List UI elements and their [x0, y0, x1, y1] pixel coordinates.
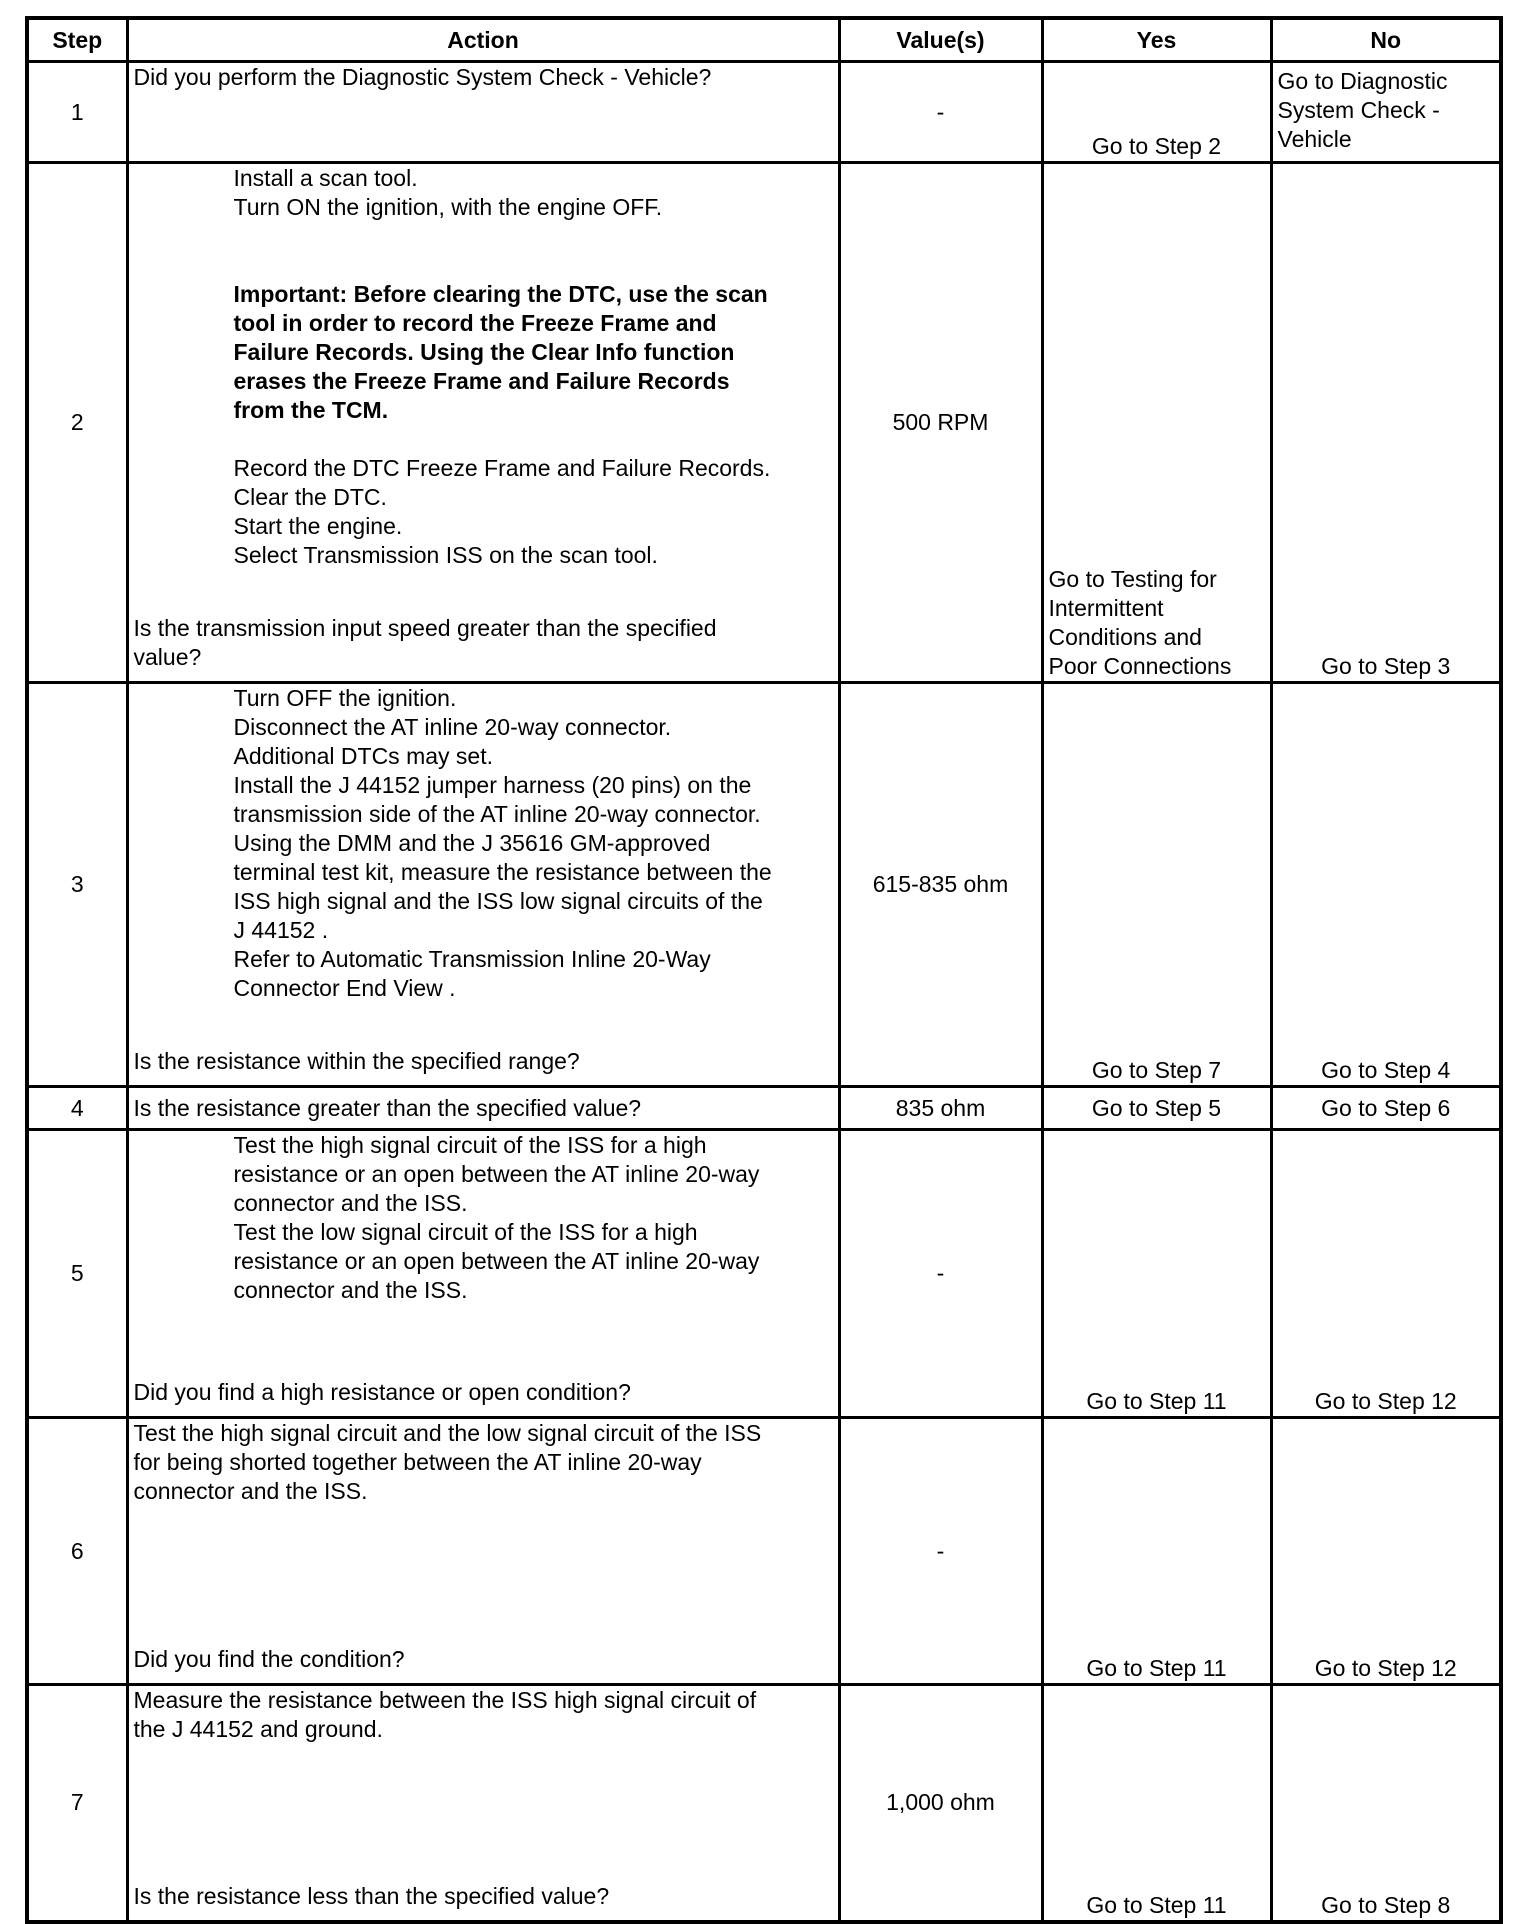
instruction-line: Install the J 44152 jumper harness (20 pins) on the	[233, 772, 752, 798]
step-number: 4	[27, 1087, 127, 1130]
instruction-line: connector and the ISS.	[233, 1277, 468, 1303]
diagnostic-table	[25, 16, 1503, 1924]
step-number: 3	[27, 683, 127, 1087]
no-line: System Check -	[1277, 97, 1440, 123]
yes-cell: Go to Step 11	[1042, 1130, 1271, 1418]
table-row	[27, 683, 1501, 1087]
question-text: Is the resistance greater than the specified value?	[133, 1094, 642, 1121]
no-cell	[1271, 62, 1501, 163]
no-cell: Go to Step 6	[1271, 1087, 1501, 1130]
action-cell	[127, 1087, 839, 1130]
table-row	[27, 1130, 1501, 1418]
instruction-line: Disconnect the AT inline 20-way connector.	[233, 714, 672, 740]
instruction-line: Turn OFF the ignition.	[233, 685, 457, 711]
value-cell: 1,000 ohm	[839, 1685, 1042, 1922]
yes-cell: Go to Step 2	[1042, 62, 1271, 163]
instruction-line: Turn ON the ignition, with the engine OFF.	[233, 194, 663, 220]
table-row	[27, 163, 1501, 683]
instruction-line: Install a scan tool.	[233, 165, 418, 191]
step-number: 7	[27, 1685, 127, 1922]
question-text: Is the resistance less than the specified value?	[133, 1883, 610, 1909]
instruction-list	[134, 1419, 833, 1506]
important-line: Important: Before clearing the DTC, use the scan	[233, 281, 768, 307]
instruction-line: resistance or an open between the AT inline 20-way	[233, 1248, 760, 1274]
header-values: Value(s)	[839, 18, 1042, 62]
instruction-line: Select Transmission ISS on the scan tool.	[233, 542, 658, 568]
yes-line: Poor Connections	[1048, 653, 1232, 679]
header-action: Action	[127, 18, 839, 62]
instruction-line: resistance or an open between the AT inline 20-way	[233, 1161, 760, 1187]
instruction-line: Using the DMM and the J 35616 GM-approved	[233, 830, 711, 856]
table-row	[27, 62, 1501, 163]
action-cell	[127, 62, 839, 163]
question-text: Is the resistance within the specified range?	[133, 1048, 580, 1074]
instruction-line: transmission side of the AT inline 20-way connector.	[233, 801, 761, 827]
question-text: Did you find a high resistance or open condition?	[133, 1379, 631, 1405]
instruction-list	[134, 1686, 833, 1744]
header-no: No	[1271, 18, 1501, 62]
instruction-line: Start the engine.	[233, 513, 403, 539]
instruction-line: Connector End View .	[233, 975, 456, 1001]
no-cell: Go to Step 4	[1271, 683, 1501, 1087]
step-number: 6	[27, 1418, 127, 1685]
value-cell: 500 RPM	[839, 163, 1042, 683]
no-line: Go to Diagnostic	[1277, 68, 1448, 94]
header-row	[27, 18, 1501, 62]
value-cell: -	[839, 1130, 1042, 1418]
yes-cell: Go to Step 11	[1042, 1685, 1271, 1922]
instruction-line: Test the high signal circuit and the low signal circuit of the ISS	[133, 1420, 762, 1446]
instruction-line: J 44152 .	[233, 917, 329, 943]
value-cell: 835 ohm	[839, 1087, 1042, 1130]
instruction-line: Record the DTC Freeze Frame and Failure Records.	[233, 455, 771, 481]
yes-cell: Go to Step 11	[1042, 1418, 1271, 1685]
important-line: Failure Records. Using the Clear Info function	[233, 339, 735, 365]
question-text: Did you find the condition?	[133, 1646, 405, 1672]
instruction-line: connector and the ISS.	[133, 1478, 368, 1504]
yes-line: Intermittent	[1048, 595, 1164, 621]
question-line: Is the transmission input speed greater than the specified	[133, 615, 717, 641]
instruction-line: ISS high signal and the ISS low signal circuits of the	[233, 888, 763, 914]
instruction-line: for being shorted together between the AT inline 20-way	[133, 1449, 702, 1475]
instruction-line: Test the low signal circuit of the ISS for a high	[233, 1219, 698, 1245]
important-note	[234, 280, 833, 425]
action-cell	[127, 1418, 839, 1685]
header-yes: Yes	[1042, 18, 1271, 62]
instruction-line: Additional DTCs may set.	[233, 743, 493, 769]
instruction-list	[134, 1131, 833, 1305]
instruction-line: Measure the resistance between the ISS high signal circuit of	[133, 1687, 757, 1713]
important-line: from the TCM.	[233, 397, 389, 423]
question-line: value?	[133, 644, 202, 670]
no-cell: Go to Step 3	[1271, 163, 1501, 683]
action-cell	[127, 1685, 839, 1922]
important-line: erases the Freeze Frame and Failure Records	[233, 368, 730, 394]
instruction-list	[134, 684, 833, 1003]
step-number: 5	[27, 1130, 127, 1418]
question-text: Did you perform the Diagnostic System Check - Vehicle?	[133, 64, 712, 90]
instruction-line: Refer to Automatic Transmission Inline 20-Way	[233, 946, 711, 972]
no-cell: Go to Step 12	[1271, 1418, 1501, 1685]
instruction-line: Test the high signal circuit of the ISS for a high	[233, 1132, 707, 1158]
header-step: Step	[27, 18, 127, 62]
value-cell: -	[839, 62, 1042, 163]
yes-cell: Go to Step 5	[1042, 1087, 1271, 1130]
no-cell: Go to Step 12	[1271, 1130, 1501, 1418]
no-line: Vehicle	[1277, 126, 1352, 152]
step-number: 1	[27, 62, 127, 163]
table-row	[27, 1418, 1501, 1685]
action-cell	[127, 683, 839, 1087]
yes-line: Conditions and	[1048, 624, 1202, 650]
instruction-line: Clear the DTC.	[233, 484, 387, 510]
yes-line: Go to Testing for	[1048, 566, 1217, 592]
question-text	[134, 614, 833, 672]
instruction-list	[134, 164, 833, 570]
important-line: tool in order to record the Freeze Frame and	[233, 310, 717, 336]
action-cell	[127, 1130, 839, 1418]
instruction-line: terminal test kit, measure the resistance between the	[233, 859, 772, 885]
yes-cell: Go to Step 7	[1042, 683, 1271, 1087]
value-cell: 615-835 ohm	[839, 683, 1042, 1087]
action-cell	[127, 163, 839, 683]
value-cell: -	[839, 1418, 1042, 1685]
no-cell: Go to Step 8	[1271, 1685, 1501, 1922]
instruction-line: the J 44152 and ground.	[133, 1716, 383, 1742]
instruction-line: connector and the ISS.	[233, 1190, 468, 1216]
table-row	[27, 1685, 1501, 1922]
step-number: 2	[27, 163, 127, 683]
table-row	[27, 1087, 1501, 1130]
yes-cell	[1042, 163, 1271, 683]
